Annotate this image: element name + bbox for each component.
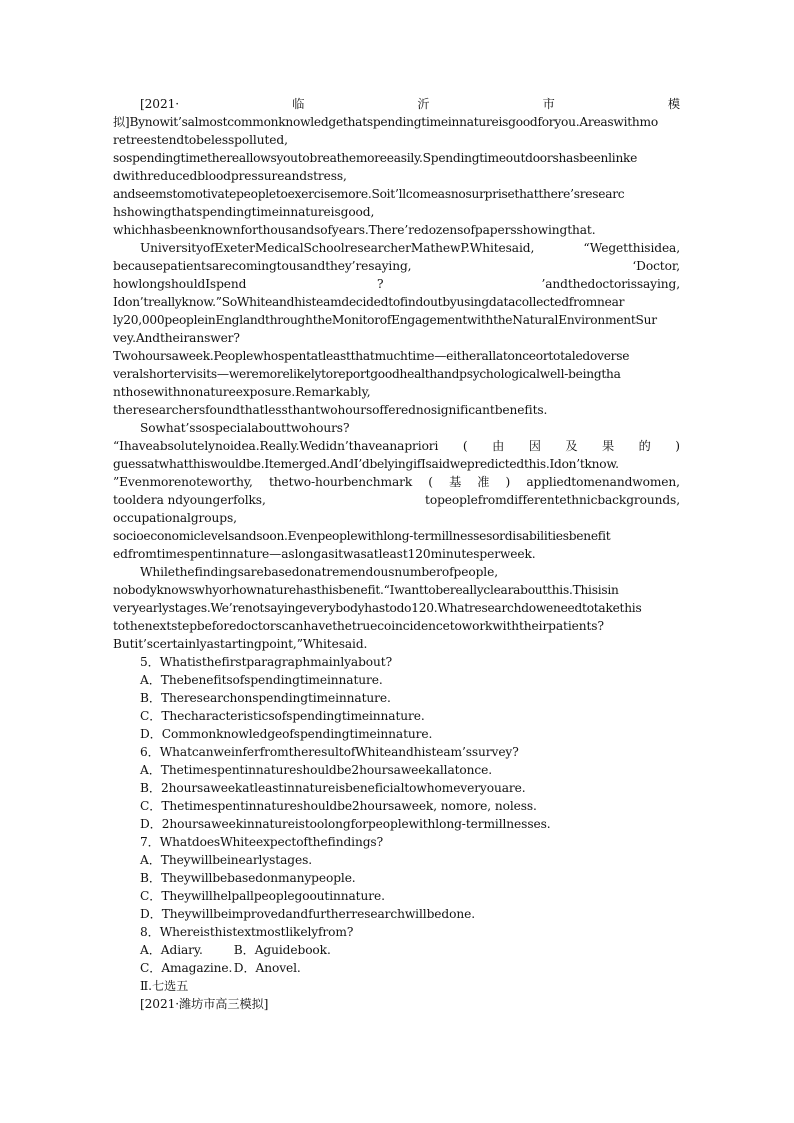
option-d: D．2hoursaweekinnatureistoolongforpeoplewithlong-termillnesses.: [140, 817, 551, 831]
text-segment: becausepatientsarecomingtousandthey’resaying,: [113, 259, 412, 273]
paragraph-3-line: occupationalgroups,: [113, 511, 237, 525]
text-segment: ‘Doctor,: [632, 259, 680, 273]
option-a: A．Adiary.: [140, 943, 203, 957]
text-segment: ”Evenmorenoteworthy,: [113, 475, 253, 489]
question-6: [113, 743, 680, 833]
option-d: D．Anovel.: [233, 961, 301, 975]
option-row: [113, 941, 680, 959]
text-segment: ): [675, 439, 680, 453]
paragraph-3-line: guessatwhatthiswouldbe.Itemerged.AndI’dbelyingifIsaidwepredictedthis.Idon’tknow.: [113, 457, 619, 471]
text-segment: ’andthedoctorissaying,: [541, 277, 680, 291]
paragraph-2-line: veralshortervisits—weremorelikelytoreportgoodhealthandpsychologicalwell-beingtha: [113, 367, 621, 381]
text-segment: 准: [477, 475, 490, 489]
paragraph-1-line: whichhasbeenknownforthousandsofyears.There’redozensofpapersshowingthat.: [113, 223, 596, 237]
text-segment: 及: [565, 439, 578, 453]
paragraph-2-line: nthosewithnonatureexposure.Remarkably,: [113, 385, 371, 399]
option-c: C．Thecharacteristicsofspendingtimeinnature.: [140, 709, 425, 723]
option-a: A．Thebenefitsofspendingtimeinnature.: [140, 673, 383, 687]
question-stem: 8．Whereisthistextmostlikelyfrom?: [140, 925, 354, 939]
paragraph-4-line: veryearlystages.We’renotsayingeverybodyhastodo120.Whatresearchdoweneedtotakethis: [113, 601, 642, 615]
paragraph-2-line: vey.Andtheiranswer?: [113, 331, 240, 345]
paragraph-1-line: andseemstomotivatepeopletoexercisemore.Soit’llcomeasnosurprisethatthere’sresearc: [113, 187, 625, 201]
source-city-2: 沂: [417, 97, 430, 111]
source-bracket: [2021·: [140, 97, 180, 111]
text-segment: tooldera ndyoungerfolks,: [113, 493, 266, 507]
option-b: B．2hoursaweekatleastinnatureisbeneficialtowhomeveryouare.: [140, 781, 526, 795]
text-segment: 因: [528, 439, 541, 453]
section-heading: Ⅱ.七选五: [140, 979, 189, 993]
paragraph-3-line: [113, 437, 680, 455]
question-7: [113, 833, 680, 923]
paragraph-4-line: tothenextstepbeforedoctorscanhavethetruecoincidencetoworkwiththeirpatients?: [113, 619, 604, 633]
paragraph-4-line: Whilethefindingsarebasedonatremendousnumberofpeople,: [140, 565, 498, 579]
text-segment: “Ihaveabsolutelynoidea.Really.Wedidn’thaveanapriori: [113, 439, 439, 453]
paragraph-1-line: sospendingtimethereallowsyoutobreathemoreeasily.Spendingtimeoutdoorshasbeenlinke: [113, 151, 638, 165]
paragraph-2-line: ly20,000peopleinEnglandthroughtheMonitorofEngagementwiththeNaturalEnvironmentSur: [113, 313, 657, 327]
text-segment: UniversityofExeterMedicalSchoolresearcherMathewP.Whitesaid,: [140, 241, 535, 255]
option-d: D．Commonknowledgeofspendingtimeinnature.: [140, 727, 433, 741]
question-5: [113, 653, 680, 743]
source-mock: 模: [667, 97, 680, 111]
paragraph-2-line: [113, 257, 680, 275]
passage-content: [113, 95, 680, 1013]
option-row: [113, 959, 680, 977]
option-b: B．Aguidebook.: [233, 943, 331, 957]
option-b: B．Theresearchonspendingtimeinnature.: [140, 691, 391, 705]
paragraph-2-line: theresearchersfoundthatlessthantwohoursofferednosignificantbenefits.: [113, 403, 548, 417]
option-d: D．Theywillbeimprovedandfurtherresearchwillbedone.: [140, 907, 475, 921]
paragraph-2-line: Idon’treallyknow.”SoWhiteandhisteamdecidedtofindoutbyusingdatacollectedfromnear: [113, 295, 625, 309]
option-c: C．Amagazine.: [140, 961, 233, 975]
text-segment: 果: [602, 439, 615, 453]
text-segment: “Wegetthisidea,: [583, 241, 680, 255]
paragraph-2-line: [113, 275, 680, 293]
paragraph-4-line: nobodyknowswhyorhownaturehasthisbenefit.“Iwanttobereallyclearaboutthis.Thisisin: [113, 583, 619, 597]
text-segment: 由: [492, 439, 505, 453]
paragraph-1-line: hshowingthatspendingtimeinnatureisgood,: [113, 205, 375, 219]
option-c: C．Thetimespentinnatureshouldbe2hoursaweek, nomore, noless.: [140, 799, 537, 813]
question-stem: 6．WhatcanweinferfromtheresultofWhiteandhisteam’ssurvey?: [140, 745, 519, 759]
section-source: [2021·潍坊市高三模拟]: [140, 997, 269, 1011]
text-segment: (: [428, 475, 433, 489]
text-segment: appliedtomenandwomen,: [526, 475, 680, 489]
source-city-3: 市: [542, 97, 555, 111]
paragraph-3-line: Sowhat’ssospecialabouttwohours?: [140, 421, 350, 435]
paragraph-4-line: Butit’scertainlyastartingpoint,”Whitesaid.: [113, 637, 368, 651]
source-line: [113, 95, 680, 113]
source-city-1: 临: [292, 97, 305, 111]
paragraph-2-line: [113, 239, 680, 257]
text-segment: topeoplefromdifferentethnicbackgrounds,: [425, 493, 680, 507]
text-segment: thetwo-hourbenchmark: [268, 475, 413, 489]
paragraph-1-line: dwithreducedbloodpressureandstress,: [113, 169, 347, 183]
paragraph-1-line: retreestendtobelesspolluted,: [113, 133, 288, 147]
text-segment: 基: [449, 475, 462, 489]
question-stem: 7．WhatdoesWhiteexpectofthefindings?: [140, 835, 383, 849]
text-segment: 的: [638, 439, 651, 453]
option-a: A．Thetimespentinnatureshouldbe2hoursaweekallatonce.: [140, 763, 493, 777]
paragraph-3-line: [113, 491, 680, 509]
paragraph-2-line: Twohoursaweek.Peoplewhospentatleastthatmuchtime—eitherallatonceortotaledoverse: [113, 349, 630, 363]
text-segment: howlongshouldIspend: [113, 277, 247, 291]
paragraph-3-line: edfromtimespentinnature—aslongasitwasatleast120minutesperweek.: [113, 547, 536, 561]
question-stem: 5．Whatisthefirstparagraphmainlyabout?: [140, 655, 393, 669]
option-a: A．Theywillbeinearlystages.: [140, 853, 313, 867]
question-8: [113, 923, 680, 977]
paragraph-3-line: socioeconomiclevelsandsoon.Evenpeoplewithlong-termillnessesordisabilitiesbenefit: [113, 529, 611, 543]
option-c: C．Theywillhelpallpeoplegooutinnature.: [140, 889, 385, 903]
option-b: B．Theywillbebasedonmanypeople.: [140, 871, 356, 885]
paragraph-3-line: [113, 473, 680, 491]
text-segment: ): [505, 475, 511, 489]
text-segment: ?: [377, 277, 384, 291]
text-segment: (: [462, 439, 468, 453]
paragraph-1-line: 拟]Bynowit’salmostcommonknowledgethatspendingtimeinnatureisgoodforyou.Areaswithmo: [113, 115, 658, 129]
